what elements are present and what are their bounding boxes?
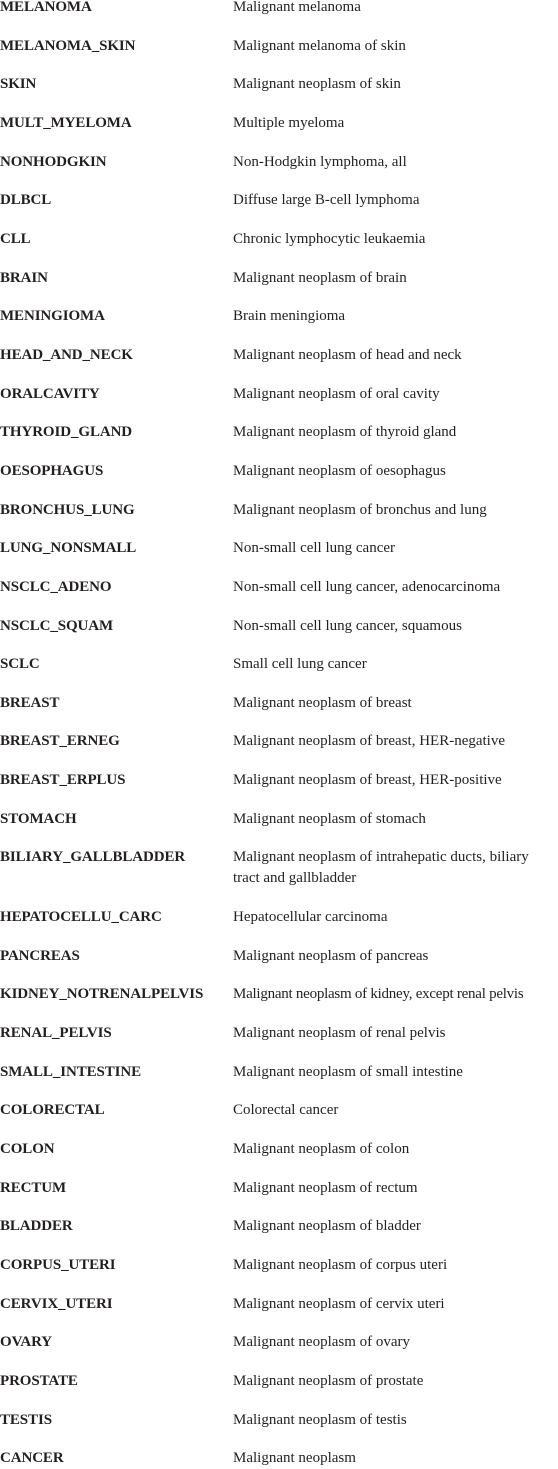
endpoint-code: OVARY bbox=[0, 1334, 53, 1350]
endpoint-description: Malignant neoplasm of prostate bbox=[233, 1373, 424, 1389]
endpoint-description: Malignant neoplasm of pancreas bbox=[233, 948, 429, 964]
endpoint-code: COLORECTAL bbox=[0, 1102, 105, 1118]
endpoint-code: HEPATOCELLU_CARC bbox=[0, 909, 162, 925]
endpoint-code: MELANOMA bbox=[0, 0, 92, 15]
endpoint-description: Non-small cell lung cancer bbox=[233, 540, 396, 556]
endpoint-code: KIDNEY_NOTRENALPELVIS bbox=[0, 986, 204, 1002]
endpoint-code: NSCLC_ADENO bbox=[0, 579, 112, 595]
endpoint-code: BRONCHUS_LUNG bbox=[0, 502, 135, 518]
endpoint-description: Malignant neoplasm of cervix uteri bbox=[233, 1296, 445, 1312]
endpoint-description: Multiple myeloma bbox=[233, 115, 345, 131]
endpoint-code: RECTUM bbox=[0, 1180, 67, 1196]
endpoint-code: BREAST_ERNEG bbox=[0, 733, 120, 749]
endpoint-code: TESTIS bbox=[0, 1412, 52, 1428]
endpoint-description: Brain meningioma bbox=[233, 308, 346, 324]
endpoint-description: Malignant neoplasm of oesophagus bbox=[233, 463, 446, 479]
endpoint-code: LUNG_NONSMALL bbox=[0, 540, 137, 556]
endpoint-code: HEAD_AND_NECK bbox=[0, 347, 133, 363]
endpoint-code: MULT_MYELOMA bbox=[0, 115, 132, 131]
endpoint-description: Malignant melanoma bbox=[233, 0, 361, 15]
endpoint-description: Malignant neoplasm of bladder bbox=[233, 1218, 421, 1234]
endpoint-description: Malignant neoplasm of intrahepatic ducts, biliary tract and gallbladder bbox=[233, 849, 529, 886]
endpoint-description: Malignant neoplasm of skin bbox=[233, 76, 401, 92]
endpoint-code: DLBCL bbox=[0, 192, 52, 208]
endpoint-code: MENINGIOMA bbox=[0, 308, 105, 324]
endpoint-description: Non-small cell lung cancer, squamous bbox=[233, 618, 462, 634]
endpoint-code: MELANOMA_SKIN bbox=[0, 38, 136, 54]
endpoint-description: Non-small cell lung cancer, adenocarcinoma bbox=[233, 579, 501, 595]
endpoint-description: Malignant neoplasm bbox=[233, 1450, 356, 1466]
endpoint-description: Malignant neoplasm of head and neck bbox=[233, 347, 462, 363]
endpoint-description: Malignant neoplasm of ovary bbox=[233, 1334, 411, 1350]
endpoint-code: NSCLC_SQUAM bbox=[0, 618, 114, 634]
endpoint-description: Malignant neoplasm of renal pelvis bbox=[233, 1025, 446, 1041]
endpoint-code: CLL bbox=[0, 231, 31, 247]
endpoint-code: BREAST bbox=[0, 695, 60, 711]
endpoint-code: OESOPHAGUS bbox=[0, 463, 104, 479]
endpoint-description: Malignant neoplasm of oral cavity bbox=[233, 386, 440, 402]
endpoint-code: STOMACH bbox=[0, 811, 77, 827]
endpoint-description: Small cell lung cancer bbox=[233, 656, 367, 672]
endpoint-code: THYROID_GLAND bbox=[0, 424, 133, 440]
endpoint-description: Malignant neoplasm of kidney, except renal pelvis bbox=[233, 986, 524, 1002]
endpoint-description: Malignant neoplasm of colon bbox=[233, 1141, 410, 1157]
endpoint-description: Malignant neoplasm of small intestine bbox=[233, 1064, 463, 1080]
endpoint-code: CANCER bbox=[0, 1450, 64, 1466]
endpoint-code: CORPUS_UTERI bbox=[0, 1257, 116, 1273]
endpoint-description: Malignant neoplasm of brain bbox=[233, 270, 407, 286]
endpoint-description: Colorectal cancer bbox=[233, 1102, 339, 1118]
endpoint-description: Malignant neoplasm of corpus uteri bbox=[233, 1257, 448, 1273]
endpoint-description: Malignant neoplasm of breast bbox=[233, 695, 412, 711]
endpoint-description: Chronic lymphocytic leukaemia bbox=[233, 231, 426, 247]
endpoint-code: BRAIN bbox=[0, 270, 48, 286]
endpoint-description: Malignant neoplasm of breast, HER-negative bbox=[233, 733, 506, 749]
endpoint-description: Malignant neoplasm of bronchus and lung bbox=[233, 502, 487, 518]
endpoint-description: Malignant neoplasm of breast, HER-positive bbox=[233, 772, 502, 788]
endpoint-code: BLADDER bbox=[0, 1218, 73, 1234]
endpoint-code: SCLC bbox=[0, 656, 40, 672]
endpoint-code: PANCREAS bbox=[0, 948, 80, 964]
endpoint-code: COLON bbox=[0, 1141, 55, 1157]
endpoint-description: Hepatocellular carcinoma bbox=[233, 909, 388, 925]
endpoint-code: SMALL_INTESTINE bbox=[0, 1064, 142, 1080]
endpoint-description: Malignant neoplasm of stomach bbox=[233, 811, 426, 827]
endpoint-description: Malignant neoplasm of testis bbox=[233, 1412, 407, 1428]
endpoint-code: NONHODGKIN bbox=[0, 154, 107, 170]
endpoint-description: Malignant melanoma of skin bbox=[233, 38, 406, 54]
endpoint-description: Non-Hodgkin lymphoma, all bbox=[233, 154, 407, 170]
endpoint-code: SKIN bbox=[0, 76, 37, 92]
endpoint-description: Diffuse large B-cell lymphoma bbox=[233, 192, 420, 208]
endpoint-code: RENAL_PELVIS bbox=[0, 1025, 112, 1041]
endpoint-code: BREAST_ERPLUS bbox=[0, 772, 126, 788]
endpoint-code: ORALCAVITY bbox=[0, 386, 100, 402]
endpoint-description: Malignant neoplasm of rectum bbox=[233, 1180, 418, 1196]
endpoint-code: CERVIX_UTERI bbox=[0, 1296, 113, 1312]
endpoint-description: Malignant neoplasm of thyroid gland bbox=[233, 424, 457, 440]
endpoint-code: PROSTATE bbox=[0, 1373, 78, 1389]
endpoint-code: BILIARY_GALLBLADDER bbox=[0, 849, 186, 865]
